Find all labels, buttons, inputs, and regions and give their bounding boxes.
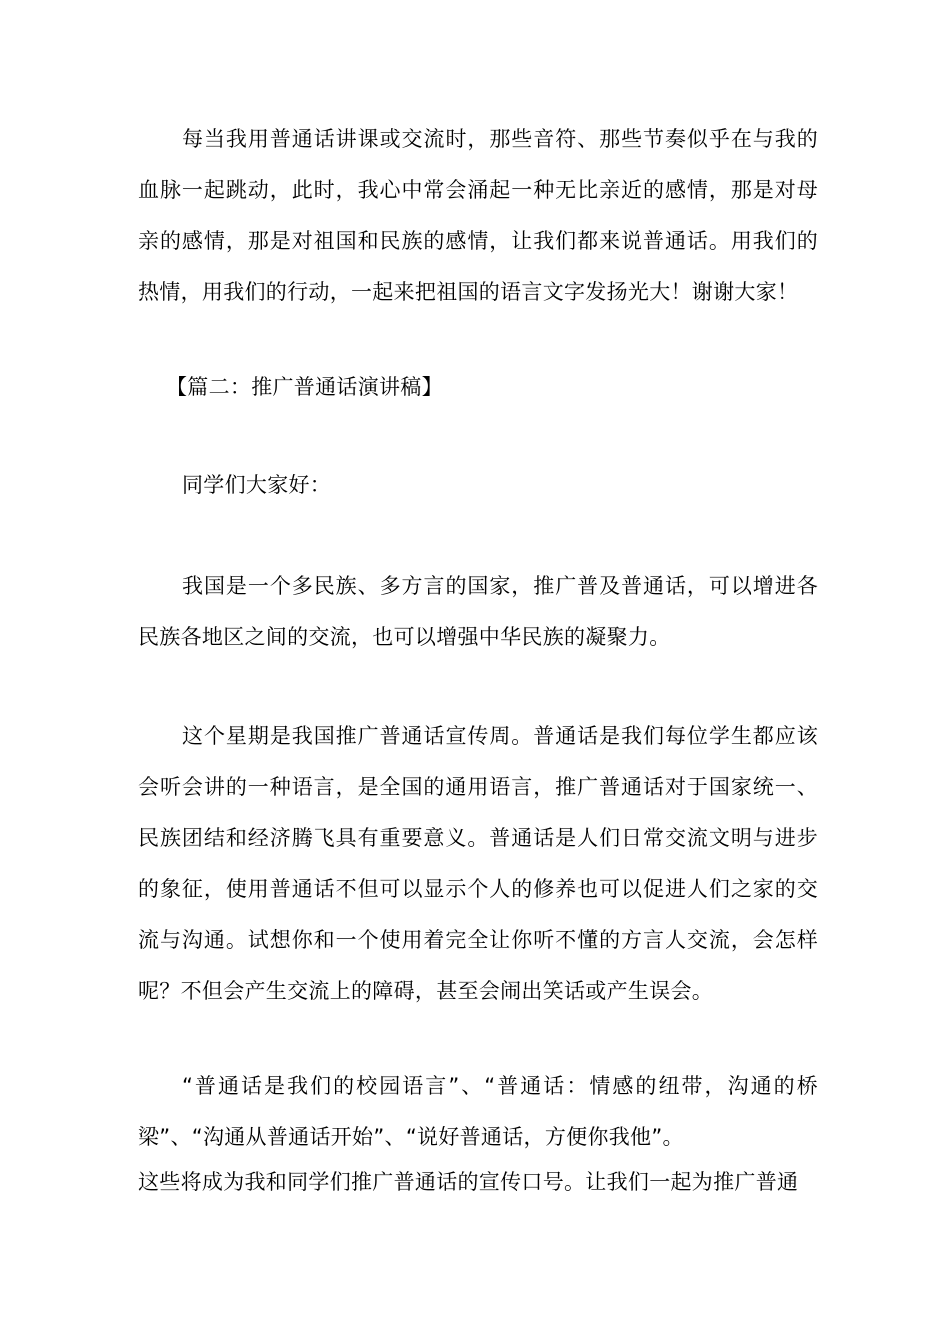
- section-heading: 【篇二：推广普通话演讲稿】: [166, 375, 443, 399]
- paragraph-slogans-continued: 这些将成为我和同学们推广普通话的宣传口号。让我们一起为推广普通: [138, 1170, 799, 1194]
- paragraph-slogans: “普通话是我们的校园语言”、“普通话：情感的纽带，沟通的桥梁”、“沟通从普通话开始”、“说好普通话，方便你我他”。: [138, 1074, 818, 1149]
- paragraph-greeting: 同学们大家好：: [182, 473, 332, 497]
- paragraph-multi-ethnic: 我国是一个多民族、多方言的国家，推广普及普通话，可以增进各民族各地区之间的交流，也可以增强中华民族的凝聚力。: [138, 574, 818, 649]
- paragraph-promotion-week: 这个星期是我国推广普通话宣传周。普通话是我们每位学生都应该会听会讲的一种语言，是全国的通用语言，推广普通话对于国家统一、民族团结和经济腾飞具有重要意义。普通话是人们日常交流文明与进步的象征，使用普通话不但可以显示个人的修养也可以促进人们之家的交流与沟通。试想你和一个使用着完全让你听不懂的方言人交流，会怎样呢？不但会产生交流上的障碍，甚至会闹出笑话或产生误会。: [138, 724, 818, 1003]
- paragraph-closing-remarks: 每当我用普通话讲课或交流时，那些音符、那些节奏似乎在与我的血脉一起跳动，此时，我心中常会涌起一种无比亲近的感情，那是对母亲的感情，那是对祖国和民族的感情，让我们都来说普通话。用我们的热情，用我们的行动，一起来把祖国的语言文字发扬光大！谢谢大家！: [138, 127, 818, 304]
